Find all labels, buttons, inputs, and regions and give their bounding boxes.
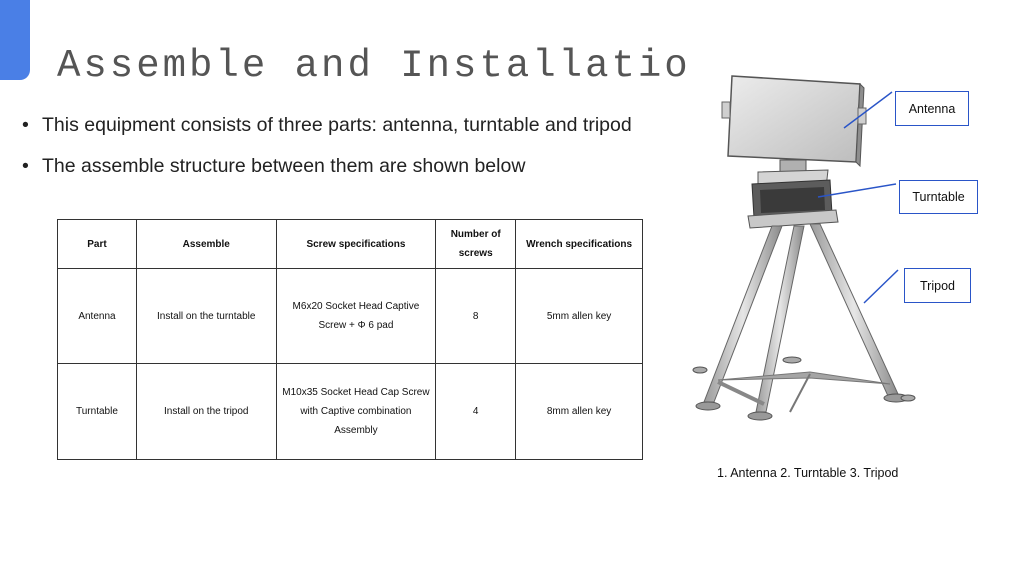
bullet-item: • This equipment consists of three parts: antenna, turntable and tripod [22, 112, 632, 153]
accent-tab [0, 0, 30, 80]
slide-title: Assemble and Installatio [57, 44, 691, 88]
cell-part: Antenna [58, 269, 137, 364]
cell-number-of-screws: 4 [436, 364, 516, 460]
header-wrench-spec: Wrench specifications [516, 220, 643, 269]
header-number-of-screws: Number of screws [436, 220, 516, 269]
cell-assemble: Install on the tripod [136, 364, 276, 460]
bullet-item: • The assemble structure between them are shown below [22, 153, 632, 194]
cell-number-of-screws: 8 [436, 269, 516, 364]
cell-wrench-spec: 5mm allen key [516, 269, 643, 364]
cell-screw-spec: M10x35 Socket Head Cap Screw with Captive combination Assembly [276, 364, 436, 460]
antenna-panel [722, 76, 866, 172]
antenna-label-box [895, 91, 969, 126]
tripod-leader-line [864, 270, 898, 303]
cell-assemble: Install on the turntable [136, 269, 276, 364]
table-row [58, 364, 643, 460]
table-row [58, 269, 643, 364]
tripod-label: Tripod [920, 278, 955, 293]
cell-screw-spec: M6x20 Socket Head Captive Screw + Φ 6 pad [276, 269, 436, 364]
antenna-label: Antenna [908, 101, 956, 116]
turntable-label-box [899, 180, 978, 214]
figure-caption: 1. Antenna 2. Turntable 3. Tripod [717, 466, 899, 480]
turntable-label: Turntable [912, 190, 965, 204]
bullet-list [22, 112, 632, 194]
cell-part: Turntable [58, 364, 137, 460]
table-header-row [58, 220, 643, 269]
header-screw-spec: Screw specifications [276, 220, 436, 269]
assembly-table [57, 219, 643, 460]
tripod-label-box [904, 268, 971, 303]
header-assemble: Assemble [136, 220, 276, 269]
turntable-unit [748, 170, 838, 228]
header-part: Part [58, 220, 137, 269]
cell-wrench-spec: 8mm allen key [516, 364, 643, 460]
tripod-legs [693, 224, 915, 420]
